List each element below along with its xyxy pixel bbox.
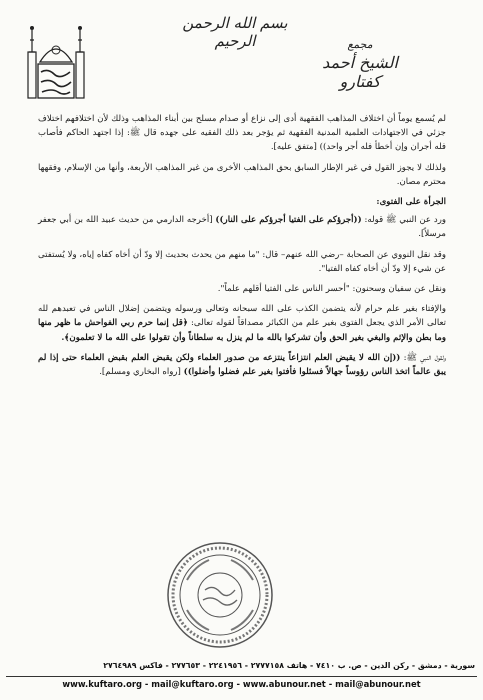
footer-address: سورية - دمشق - ركن الدين - ص. ب ٧٤١٠ - هاتف ٢٧٧٧١٥٨ - ٢٢٤١٩٥٦ - ٢٧٧٦٥٣ - فاكس ٢٧٦٤٩٨٩ <box>103 661 475 670</box>
basmala: بسم الله الرحمن الرحيم <box>182 14 288 50</box>
hadith-quote-1: ((أجرؤكم على الفتيا أجرؤكم على النار)) <box>215 215 362 226</box>
paragraph-7 <box>38 351 446 379</box>
paragraph-2: ولذلك لا يجوز القول في غير الإطار السابق بحق المذاهب الأخرى من غير المذاهب الأربعة، وأنها من الإسلام، وفقهها محترم مصان. <box>38 162 446 187</box>
paragraph-4: وقد نقل النووي عن الصحابة –رضي الله عنهم– قال: "ما منهم من يحدث بحديث إلا ودّ أن أخاه كفاه إياه، ولا يُستفتى عن شيء إلا ودّ أن أخاه كفاه الفتيا". <box>38 249 446 274</box>
paragraph-6 <box>38 302 446 345</box>
quran-quote: ﴿قل إنما حرم ربي الفواحش ما ظهر منها وما بطن والإثم والبغي بغير الحق وأن تشركوا بالله ما لم ينزل به سلطاناً وأن تقولوا على الله ما لا تعلمون﴾. <box>38 318 446 343</box>
brand-line-2: الشيخ أحمد كفتارو <box>322 53 398 91</box>
paragraph-3-intro: ورد عن النبي ﷺ قوله: <box>364 215 446 226</box>
paragraph-5: ونقل عن سفيان وسحنون: "أحسر الناس على الفتيا أقلهم علماً". <box>217 284 446 295</box>
hadith-quote-2: ((إن الله لا يقبض العلم انتزاعاً ينتزعه من صدور العلماء ولكن يقبض العلم بقبض العلماء حتى إذا لم يبق عالماً اتخذ الناس رؤوساً جهالاً فسئلوا فأفتوا بغير علم فضلوا وأضلوا)) <box>38 352 446 378</box>
brand-signature <box>310 38 410 91</box>
logo-icon <box>26 22 86 100</box>
document-body <box>38 112 446 385</box>
paragraph-3 <box>38 213 446 241</box>
paragraph-7-intro: ولقول النبي ﷺ: <box>403 352 446 363</box>
paragraph-3-source: [أخرجه الدارمي من حديث عبيد الله بن أبي جعفر مرسلاً]. <box>38 215 446 240</box>
brand-line-1: مجمع <box>347 38 373 51</box>
paragraph-1: لم يُسمع يوماً أن اختلاف المذاهب الفقهية أدى إلى نزاع أو صدام مسلح بين أبناء المذاهب وذلك لأن اختلافهم اختلاف جزئي في الاجتهادات العلمية المدنية الفقهية ثم يؤجر بعد ذلك الفقيه على جهده قال ﷺ: إذا اجتهد الحاكم فأصاب فله أجران وإن أخطأ فله أجر واحد)) [متفق عليه]. <box>38 114 446 153</box>
footer <box>0 661 483 697</box>
section-heading: الجرأة على الفتوى: <box>376 197 446 208</box>
seal-stamp-icon <box>165 540 275 650</box>
footer-divider <box>6 676 477 677</box>
paragraph-6-text: والإفتاء بغير علم حرام لأنه يتضمن الكذب على الله سبحانه وتعالى ورسوله ويتضمن إضلال الناس في تعبدهم لله تعالى الأمر الذي يجعل الفتوى بغير علم من الكبائر مصداقاً لقوله تعالى: <box>38 304 446 329</box>
footer-links: www.kuftaro.org - mail@kuftaro.org - www.abunour.net - mail@abunour.net <box>62 679 421 689</box>
paragraph-7-source: [رواه البخاري ومسلم]. <box>99 367 181 378</box>
